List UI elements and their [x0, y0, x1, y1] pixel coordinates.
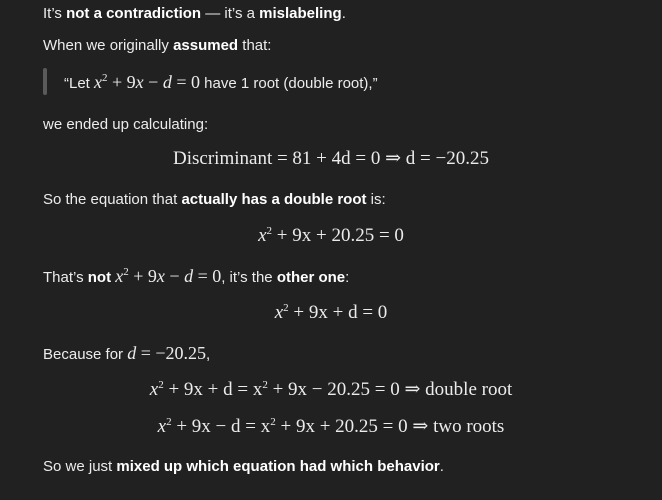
math-display-equation-double: $x^2 + 9x + 20.25 = 0$: [258, 225, 404, 246]
bold-text: actually has a double root: [181, 191, 367, 208]
math-label: Discriminant: [173, 148, 273, 169]
text: So we just: [43, 458, 117, 475]
bold-text: mislabeling: [259, 5, 342, 22]
math-label: double root: [425, 379, 513, 400]
text: It’s: [43, 5, 67, 22]
math-display-line-2: $x^2 + 9x - d = x^2 + 9x + 20.25 = 0$ ⇒ two roots: [157, 416, 505, 437]
math-display-line-1: $x^2 + 9x + d = x^2 + 9x - 20.25 = 0$ ⇒ double root: [149, 379, 513, 400]
bold-text: not: [87, 269, 112, 286]
text: .: [341, 5, 346, 22]
text: So the equation that: [43, 191, 182, 208]
bold-text: other one: [276, 269, 346, 286]
text: , it’s the: [221, 269, 277, 286]
paragraph-conclusion: [43, 456, 444, 478]
paragraph-intro: [43, 3, 346, 25]
math-inline: $x^2 + 9x - d = 0$: [115, 266, 222, 286]
text: “Let: [64, 75, 95, 92]
text: Because for: [43, 346, 128, 363]
text: That’s: [43, 269, 88, 286]
math-expression: + 9x + d = 0: [293, 302, 388, 323]
text: :: [345, 269, 350, 286]
math-expression: + 9x + 20.25 = 0: [276, 225, 404, 246]
paragraph-double-root: [43, 189, 386, 211]
math-expression: + 9x + 20.25 = 0 ⇒: [275, 416, 434, 437]
math-inline: $x^2 + 9x - d = 0$: [94, 72, 200, 92]
math-expression: = 81 + 4d = 0 ⇒ d = −20.25: [272, 148, 489, 169]
text: When we originally: [43, 37, 174, 54]
math-expression: + 9x + d = x: [163, 379, 263, 400]
math-display-equation-other: $x^2 + 9x + d = 0$: [274, 302, 388, 323]
paragraph-because: Because for d = −20.25,: [43, 343, 211, 363]
bold-text: assumed: [173, 37, 239, 54]
math-expression: + 9x − d = x: [171, 416, 271, 437]
text: — it’s a: [201, 5, 260, 22]
blockquote-bar: [43, 68, 47, 95]
math-expression: + 9x − 20.25 = 0 ⇒: [267, 379, 426, 400]
bold-text: not a contradiction: [66, 5, 202, 22]
paragraph-calculating: we ended up calculating:: [43, 116, 209, 133]
math-label: two roots: [433, 416, 505, 437]
text: .: [439, 458, 444, 475]
blockquote: [64, 71, 378, 95]
bold-text: mixed up which equation had which behavior: [116, 458, 440, 475]
text: is:: [366, 191, 386, 208]
math-display-discriminant: [0, 146, 662, 172]
math-inline: d = −20.25: [127, 343, 207, 363]
paragraph-assumed: [43, 35, 271, 57]
text: have 1 root (double root),”: [199, 75, 378, 92]
paragraph-not-this: [43, 265, 349, 289]
text: that:: [238, 37, 272, 54]
